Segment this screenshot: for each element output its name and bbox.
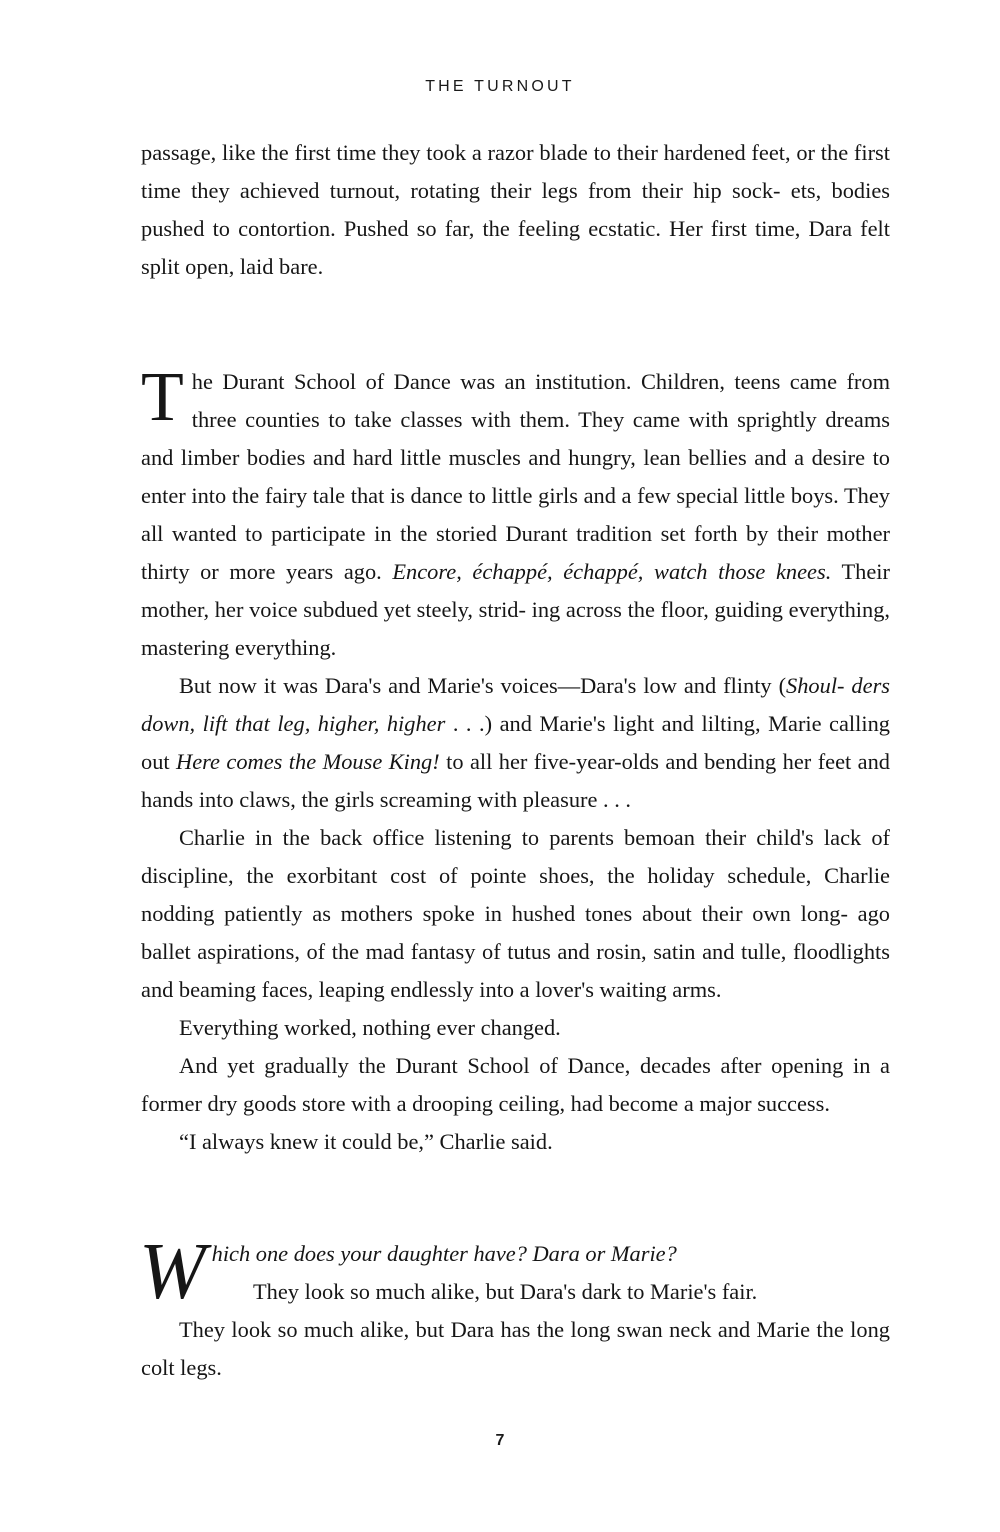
paragraph: “I always knew it could be,” Charlie said. xyxy=(179,1129,553,1154)
paragraph: Everything worked, nothing ever changed. xyxy=(179,1015,561,1040)
italic-phrase: Encore, échappé, échappé, watch those knees. xyxy=(392,559,832,584)
running-head: THE TURNOUT xyxy=(425,78,575,95)
paragraph: And yet gradually the Durant School of Dance, decades after opening in a former dry goods store with a drooping ceiling, had become a major success. xyxy=(141,1053,890,1116)
italic-phrase: Shoul- ders down, lift that leg, higher, higher xyxy=(141,673,890,736)
paragraph-text: he Durant School of Dance was an institution. Children, teens came from three counties to take classes with them. They came with sprightly dreams and limber bodies and hard little muscles and hungry, lean bellies and a desire to enter into the fairy tale that is dance to little girls and a few special little boys. They all wanted to participate in the storied Durant tradition set forth by their mother thirty or more years ago. xyxy=(141,369,890,584)
paragraph-opening xyxy=(141,359,890,667)
paragraph-opening xyxy=(139,1228,890,1316)
paragraph-text: . . .) and Marie's light and lilting, Marie calling out xyxy=(141,711,890,774)
section-two xyxy=(141,359,891,1161)
paragraph-text: They look so much alike, but Dara's dark to Marie's fair. xyxy=(253,1279,758,1304)
italic-phrase: Here comes the Mouse King! xyxy=(176,749,440,774)
paragraph: They look so much alike, but Dara has the long swan neck and Marie the long colt legs. xyxy=(141,1317,890,1380)
drop-cap: W xyxy=(139,1228,206,1316)
paragraph: Charlie in the back office listening to parents bemoan their child's lack of discipline, the exorbitant cost of pointe shoes, the holiday schedule, Charlie nodding patiently as mothers spoke in hushed tones about their own long- ago ballet aspirations, of the mad fantasy of tutus and rosin, satin and tulle, floodlights and beaming faces, leaping endlessly into a lover's waiting arms. xyxy=(141,825,890,1002)
section-three xyxy=(139,1228,890,1387)
section-one xyxy=(141,134,890,286)
paragraph-text: Their mother, her voice subdued yet steely, strid- ing across the floor, guiding everything, mastering everything. xyxy=(141,559,890,660)
paragraph-text: But now it was Dara's and Marie's voices—Dara's low and flinty ( xyxy=(179,673,787,698)
page-number: 7 xyxy=(495,1432,505,1449)
italic-phrase: hich one does your daughter have? Dara or Marie? xyxy=(211,1241,677,1266)
paragraph xyxy=(141,667,890,819)
drop-cap: T xyxy=(141,359,184,436)
paragraph-continued: passage, like the first time they took a razor blade to their hardened feet, or the first time they achieved turnout, rotating their legs from their hip sock- ets, bodies pushed to contortion. Pushed so far, the feeling ecstatic. Her first time, Dara felt split open, laid bare. xyxy=(141,140,890,279)
paragraph-text: to all her five-year-olds and bending her feet and hands into claws, the girls screaming with pleasure . . . xyxy=(141,749,891,812)
